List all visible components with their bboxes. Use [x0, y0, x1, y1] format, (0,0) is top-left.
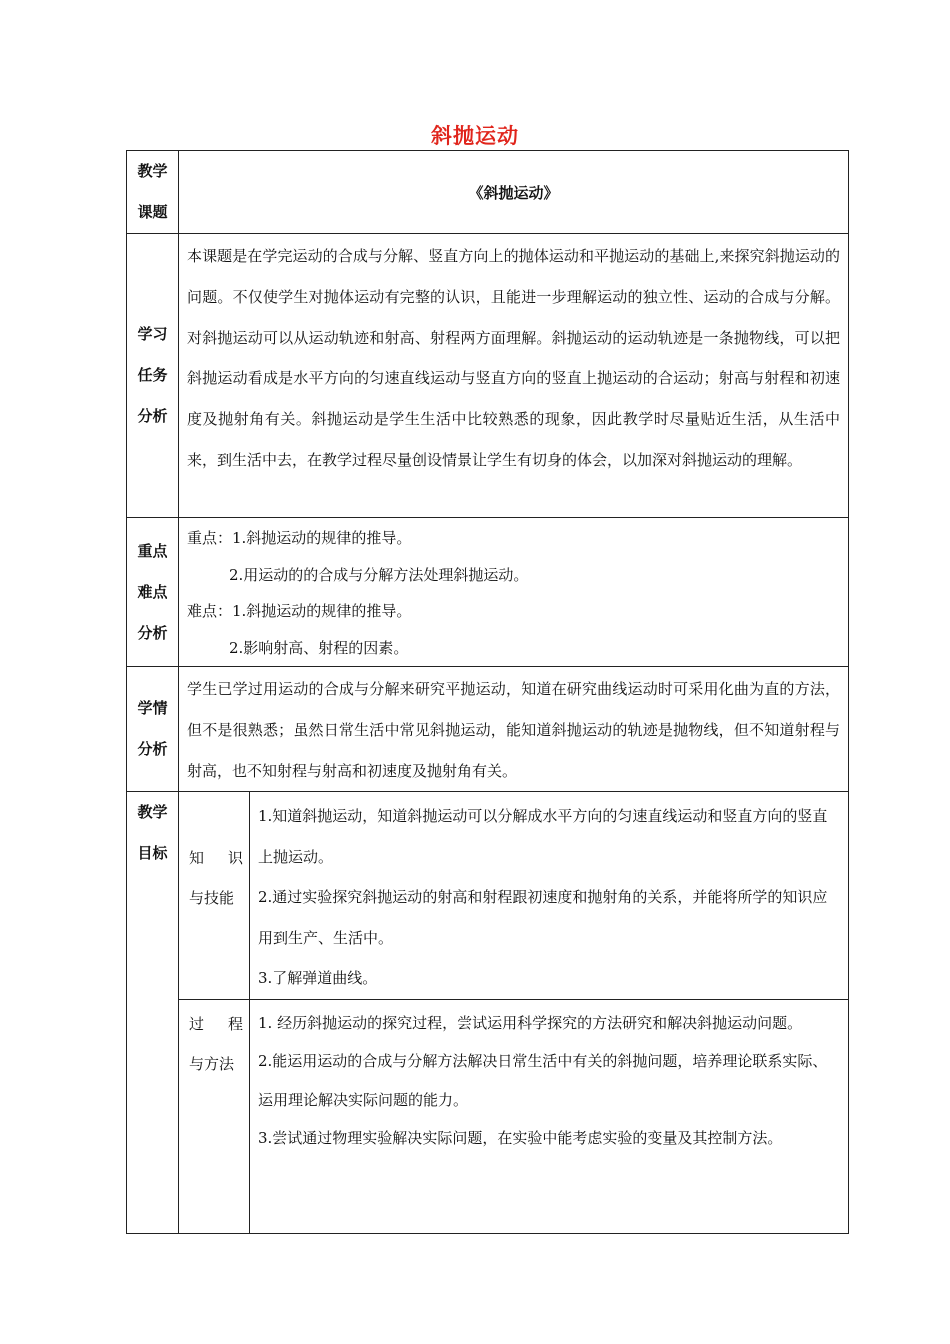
label-topic: 教学 课题 — [127, 151, 179, 234]
label-student-analysis: 学情 分析 — [127, 667, 179, 792]
goal-item: 1.知道斜抛运动，知道斜抛运动可以分解成水平方向的匀速直线运动和竖直方向的竖直上抛运动。 — [258, 807, 828, 866]
row-task-analysis — [127, 234, 849, 518]
row-topic — [127, 151, 849, 234]
row-student-analysis — [127, 667, 849, 792]
label-goals: 教学 目标 — [127, 792, 179, 1234]
goal-item: 3.了解弹道曲线。 — [258, 969, 378, 988]
label-key-points: 重点 难点 分析 — [127, 518, 179, 667]
key-points-text — [179, 518, 849, 667]
goal-process-text — [250, 999, 849, 1233]
goal-item: 3.尝试通过物理实验解决实际问题，在实验中能考虑实验的变量及其控制方法。 — [258, 1129, 783, 1148]
difficulty-line: 难点：1.斜抛运动的规律的推导。 — [187, 602, 412, 620]
row-goals-knowledge — [127, 792, 849, 1000]
label-task-analysis: 学习 任务 分析 — [127, 234, 179, 518]
key-point-line: 重点：1.斜抛运动的规律的推导。 — [187, 529, 412, 547]
goal-item: 2.通过实验探究斜抛运动的射高和射程跟初速度和抛射角的关系，并能将所学的知识应用到生产、生活中。 — [258, 888, 828, 947]
student-analysis-text: 学生已学过用运动的合成与分解来研究平抛运动，知道在研究曲线运动时可采用化曲为直的方法，但不是很熟悉；虽然日常生活中常见斜抛运动，能知道斜抛运动的轨迹是抛物线，但不知道射程与射高，也不知射程与射高和初速度及抛射角有关。 — [179, 667, 849, 792]
difficulty-line: 2.影响射高、射程的因素。 — [229, 638, 409, 657]
goal-item: 2.能运用运动的合成与分解方法解决日常生活中有关的斜抛问题，培养理论联系实际、运用理论解决实际问题的能力。 — [258, 1052, 828, 1109]
task-analysis-text: 本课题是在学完运动的合成与分解、竖直方向上的抛体运动和平抛运动的基础上,来探究斜抛运动的问题。不仅使学生对抛体运动有完整的认识，且能进一步理解运动的独立性、运动的合成与分解。对斜抛运动可以从运动轨迹和射高、射程两方面理解。斜抛运动的运动轨迹是一条抛物线，可以把斜抛运动看成是水平方向的匀速直线运动与竖直方向的竖直上抛运动的合运动；射高与射程和初速度及抛射角有关。斜抛运动是学生生活中比较熟悉的现象，因此教学时尽量贴近生活，从生活中来，到生活中去，在教学过程尽量创设情景让学生有切身的体会，以加深对斜抛运动的理解。 — [179, 234, 849, 518]
goal-item: 1. 经历斜抛运动的探究过程，尝试运用科学探究的方法研究和解决斜抛运动问题。 — [258, 1013, 803, 1032]
goal-knowledge-text — [250, 792, 849, 1000]
goal-label-knowledge: 知 识 与技能 — [179, 792, 250, 1000]
course-name: 《斜抛运动》 — [179, 151, 849, 234]
lesson-plan-table — [126, 150, 849, 1234]
row-key-points — [127, 518, 849, 667]
key-point-line: 2.用运动的的合成与分解方法处理斜抛运动。 — [229, 565, 529, 584]
row-goals-process — [127, 999, 849, 1233]
goal-label-process: 过 程 与方法 — [179, 999, 250, 1233]
document-title: 斜抛运动 — [431, 124, 519, 148]
